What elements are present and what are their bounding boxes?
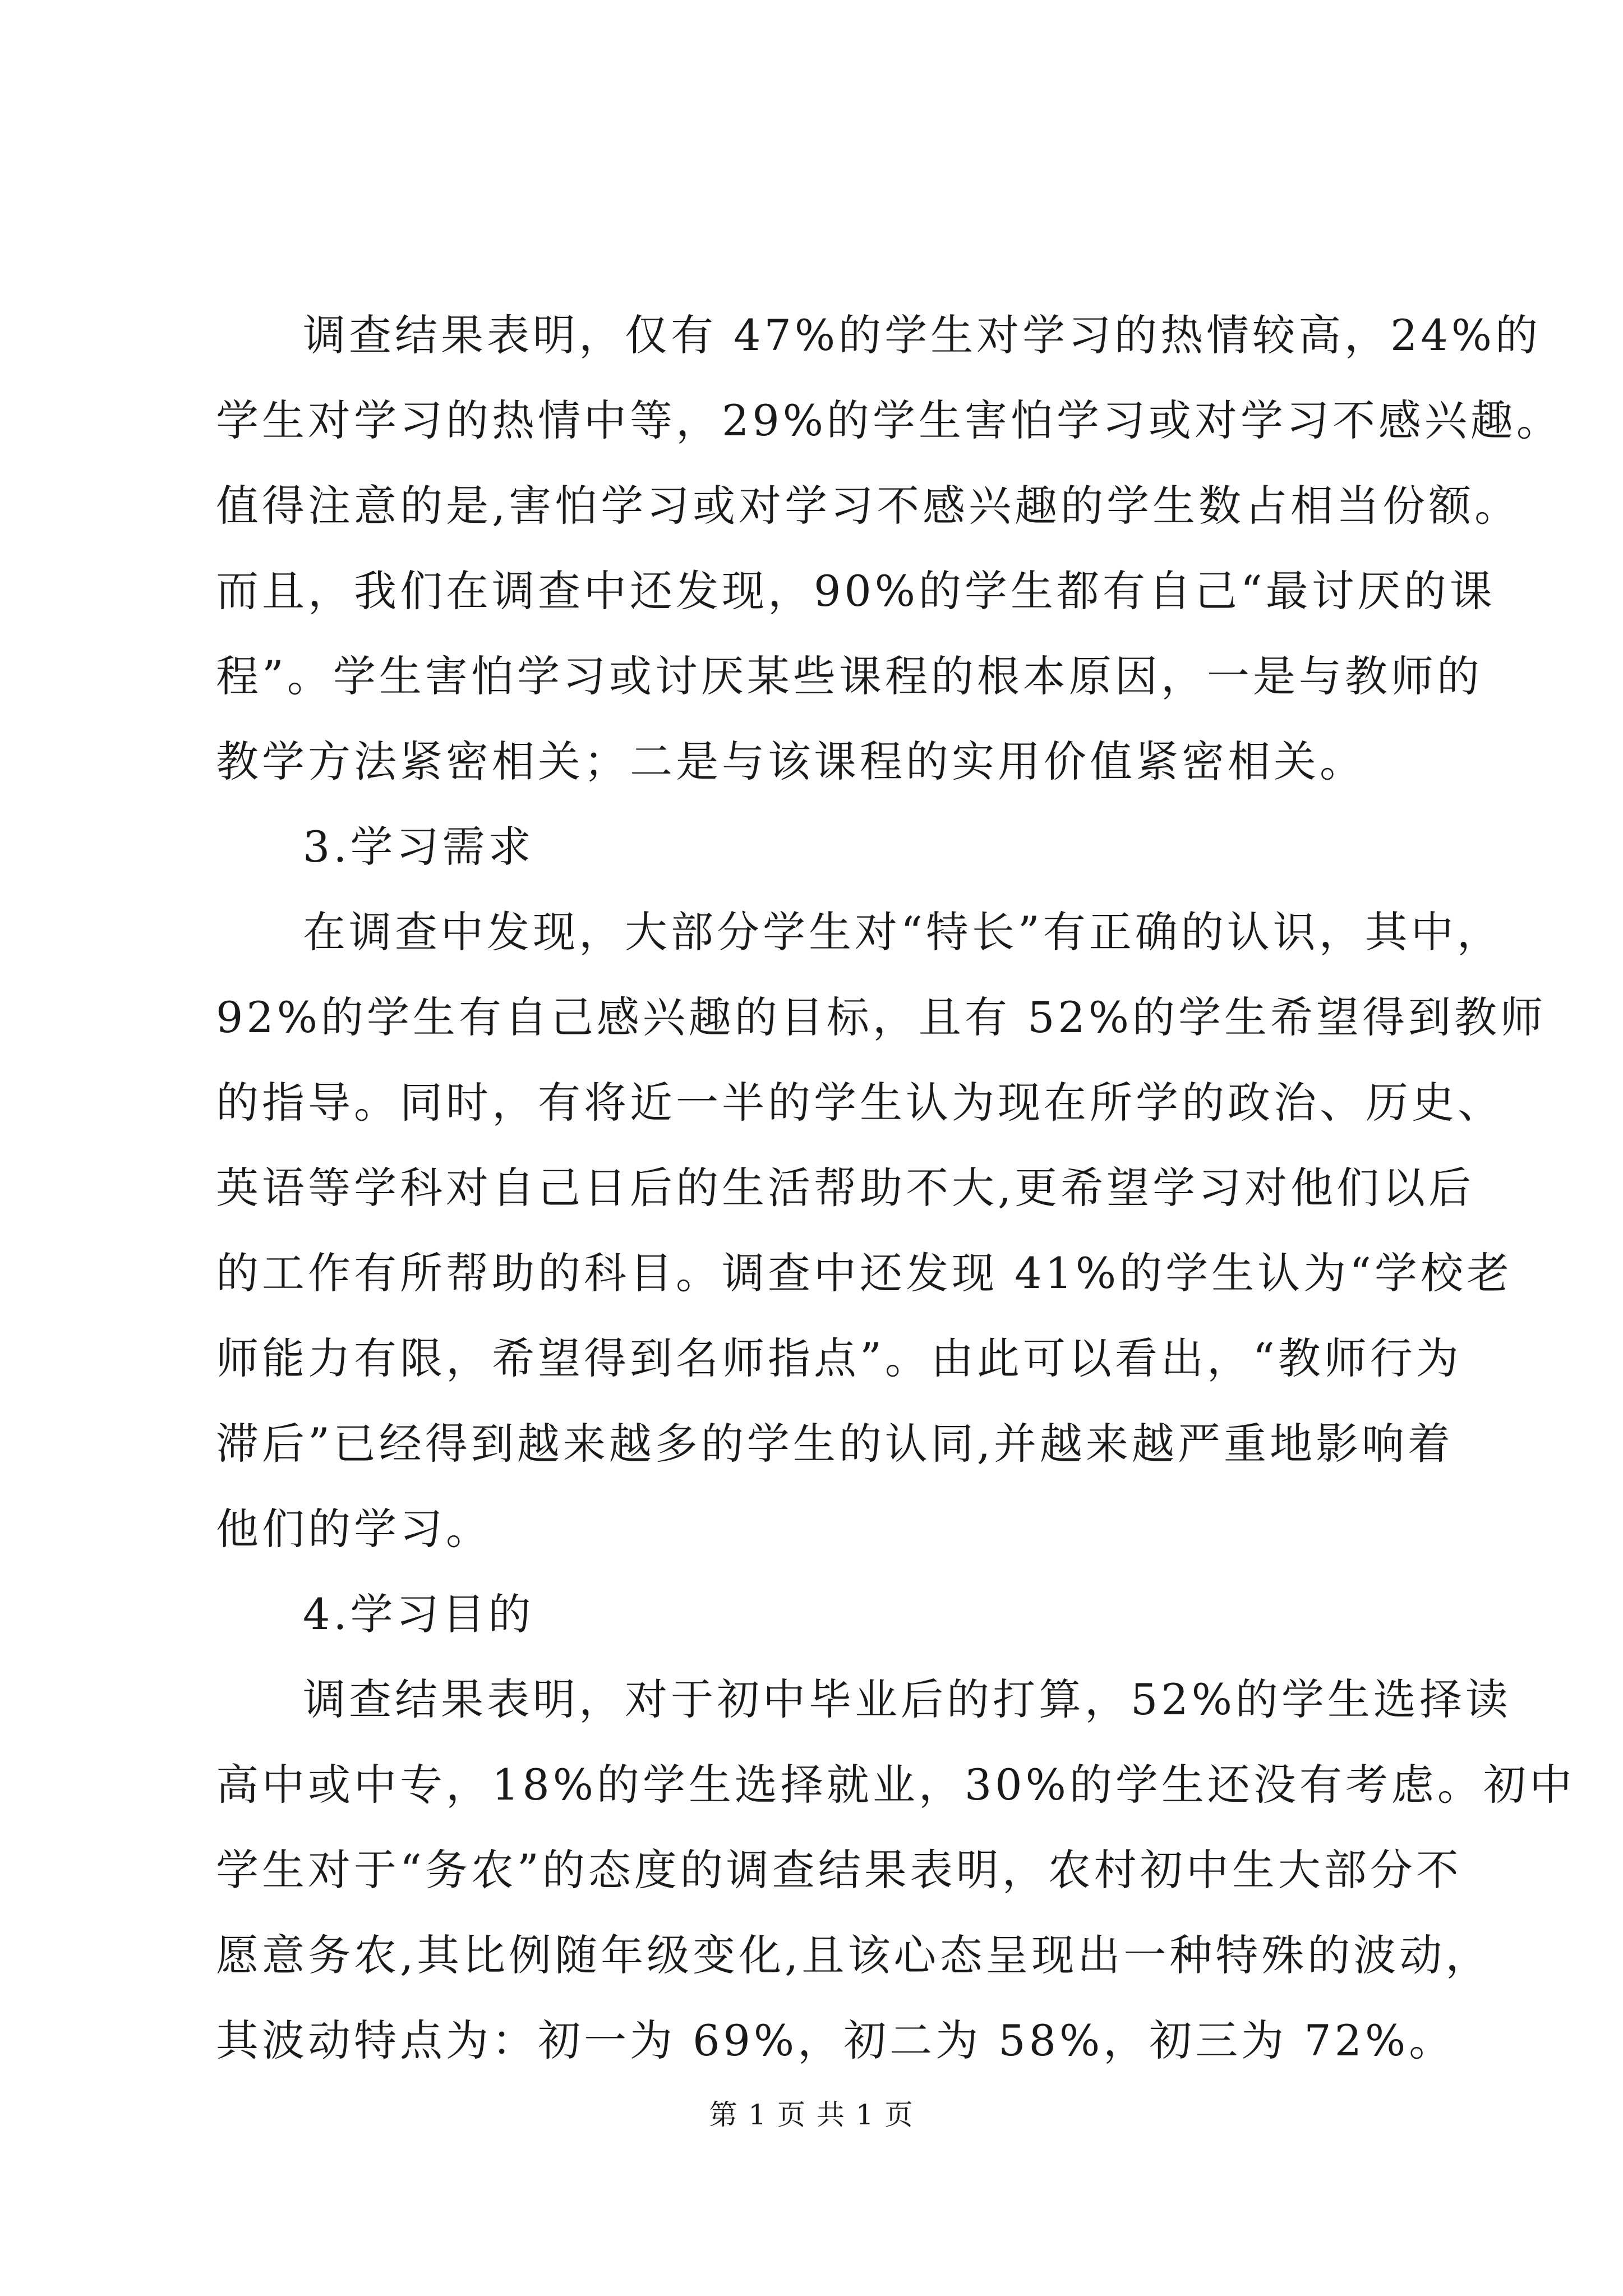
paragraph-line: 教学方法紧密相关；二是与该课程的实用价值紧密相关。 xyxy=(216,737,1366,786)
paragraph-line: 英语等学科对自己日后的生活帮助不大,更希望学习对他们以后 xyxy=(216,1163,1475,1213)
paragraph-line: 调查结果表明，对于初中毕业后的打算，52%的学生选择读 xyxy=(303,1674,1511,1724)
paragraph-line: 师能力有限，希望得到名师指点”。由此可以看出，“教师行为 xyxy=(216,1333,1462,1383)
paragraph-line: 学生对于“务农”的态度的调查结果表明，农村初中生大部分不 xyxy=(216,1845,1462,1895)
page-footer: 第 1 页 共 1 页 xyxy=(709,2099,914,2131)
paragraph-line: 学生对学习的热情中等，29%的学生害怕学习或对学习不感兴趣。 xyxy=(216,395,1562,445)
section-heading: 3.学习需求 xyxy=(303,822,534,872)
paragraph-line: 而且，我们在调查中还发现，90%的学生都有自己“最讨厌的课 xyxy=(216,566,1496,616)
paragraph-line: 愿意务农,其比例随年级变化,且该心态呈现出一种特殊的波动， xyxy=(216,1930,1492,1980)
paragraph-line: 的工作有所帮助的科目。调查中还发现 41%的学生认为“学校老 xyxy=(216,1248,1513,1298)
paragraph-line: 的指导。同时，有将近一半的学生认为现在所学的政治、历史、 xyxy=(216,1078,1504,1128)
section-heading: 4.学习目的 xyxy=(303,1589,534,1639)
paragraph-line: 其波动特点为：初一为 69%，初二为 58%，初三为 72%。 xyxy=(216,2016,1455,2065)
paragraph-line: 调查结果表明，仅有 47%的学生对学习的热情较高，24%的 xyxy=(303,310,1542,360)
paragraph-line: 在调查中发现，大部分学生对“特长”有正确的认识，其中， xyxy=(303,907,1503,957)
paragraph-line: 程”。学生害怕学习或讨厌某些课程的根本原因，一是与教师的 xyxy=(216,651,1483,701)
paragraph-line: 滞后”已经得到越来越多的学生的认同,并越来越严重地影响着 xyxy=(216,1419,1454,1469)
paragraph-line: 92%的学生有自己感兴趣的目标，且有 52%的学生希望得到教师 xyxy=(216,992,1547,1042)
paragraph-line: 高中或中专，18%的学生选择就业，30%的学生还没有考虑。初中 xyxy=(216,1760,1575,1810)
paragraph-line: 他们的学习。 xyxy=(216,1504,492,1554)
paragraph-line: 值得注意的是,害怕学习或对学习不感兴趣的学生数占相当份额。 xyxy=(216,481,1521,531)
